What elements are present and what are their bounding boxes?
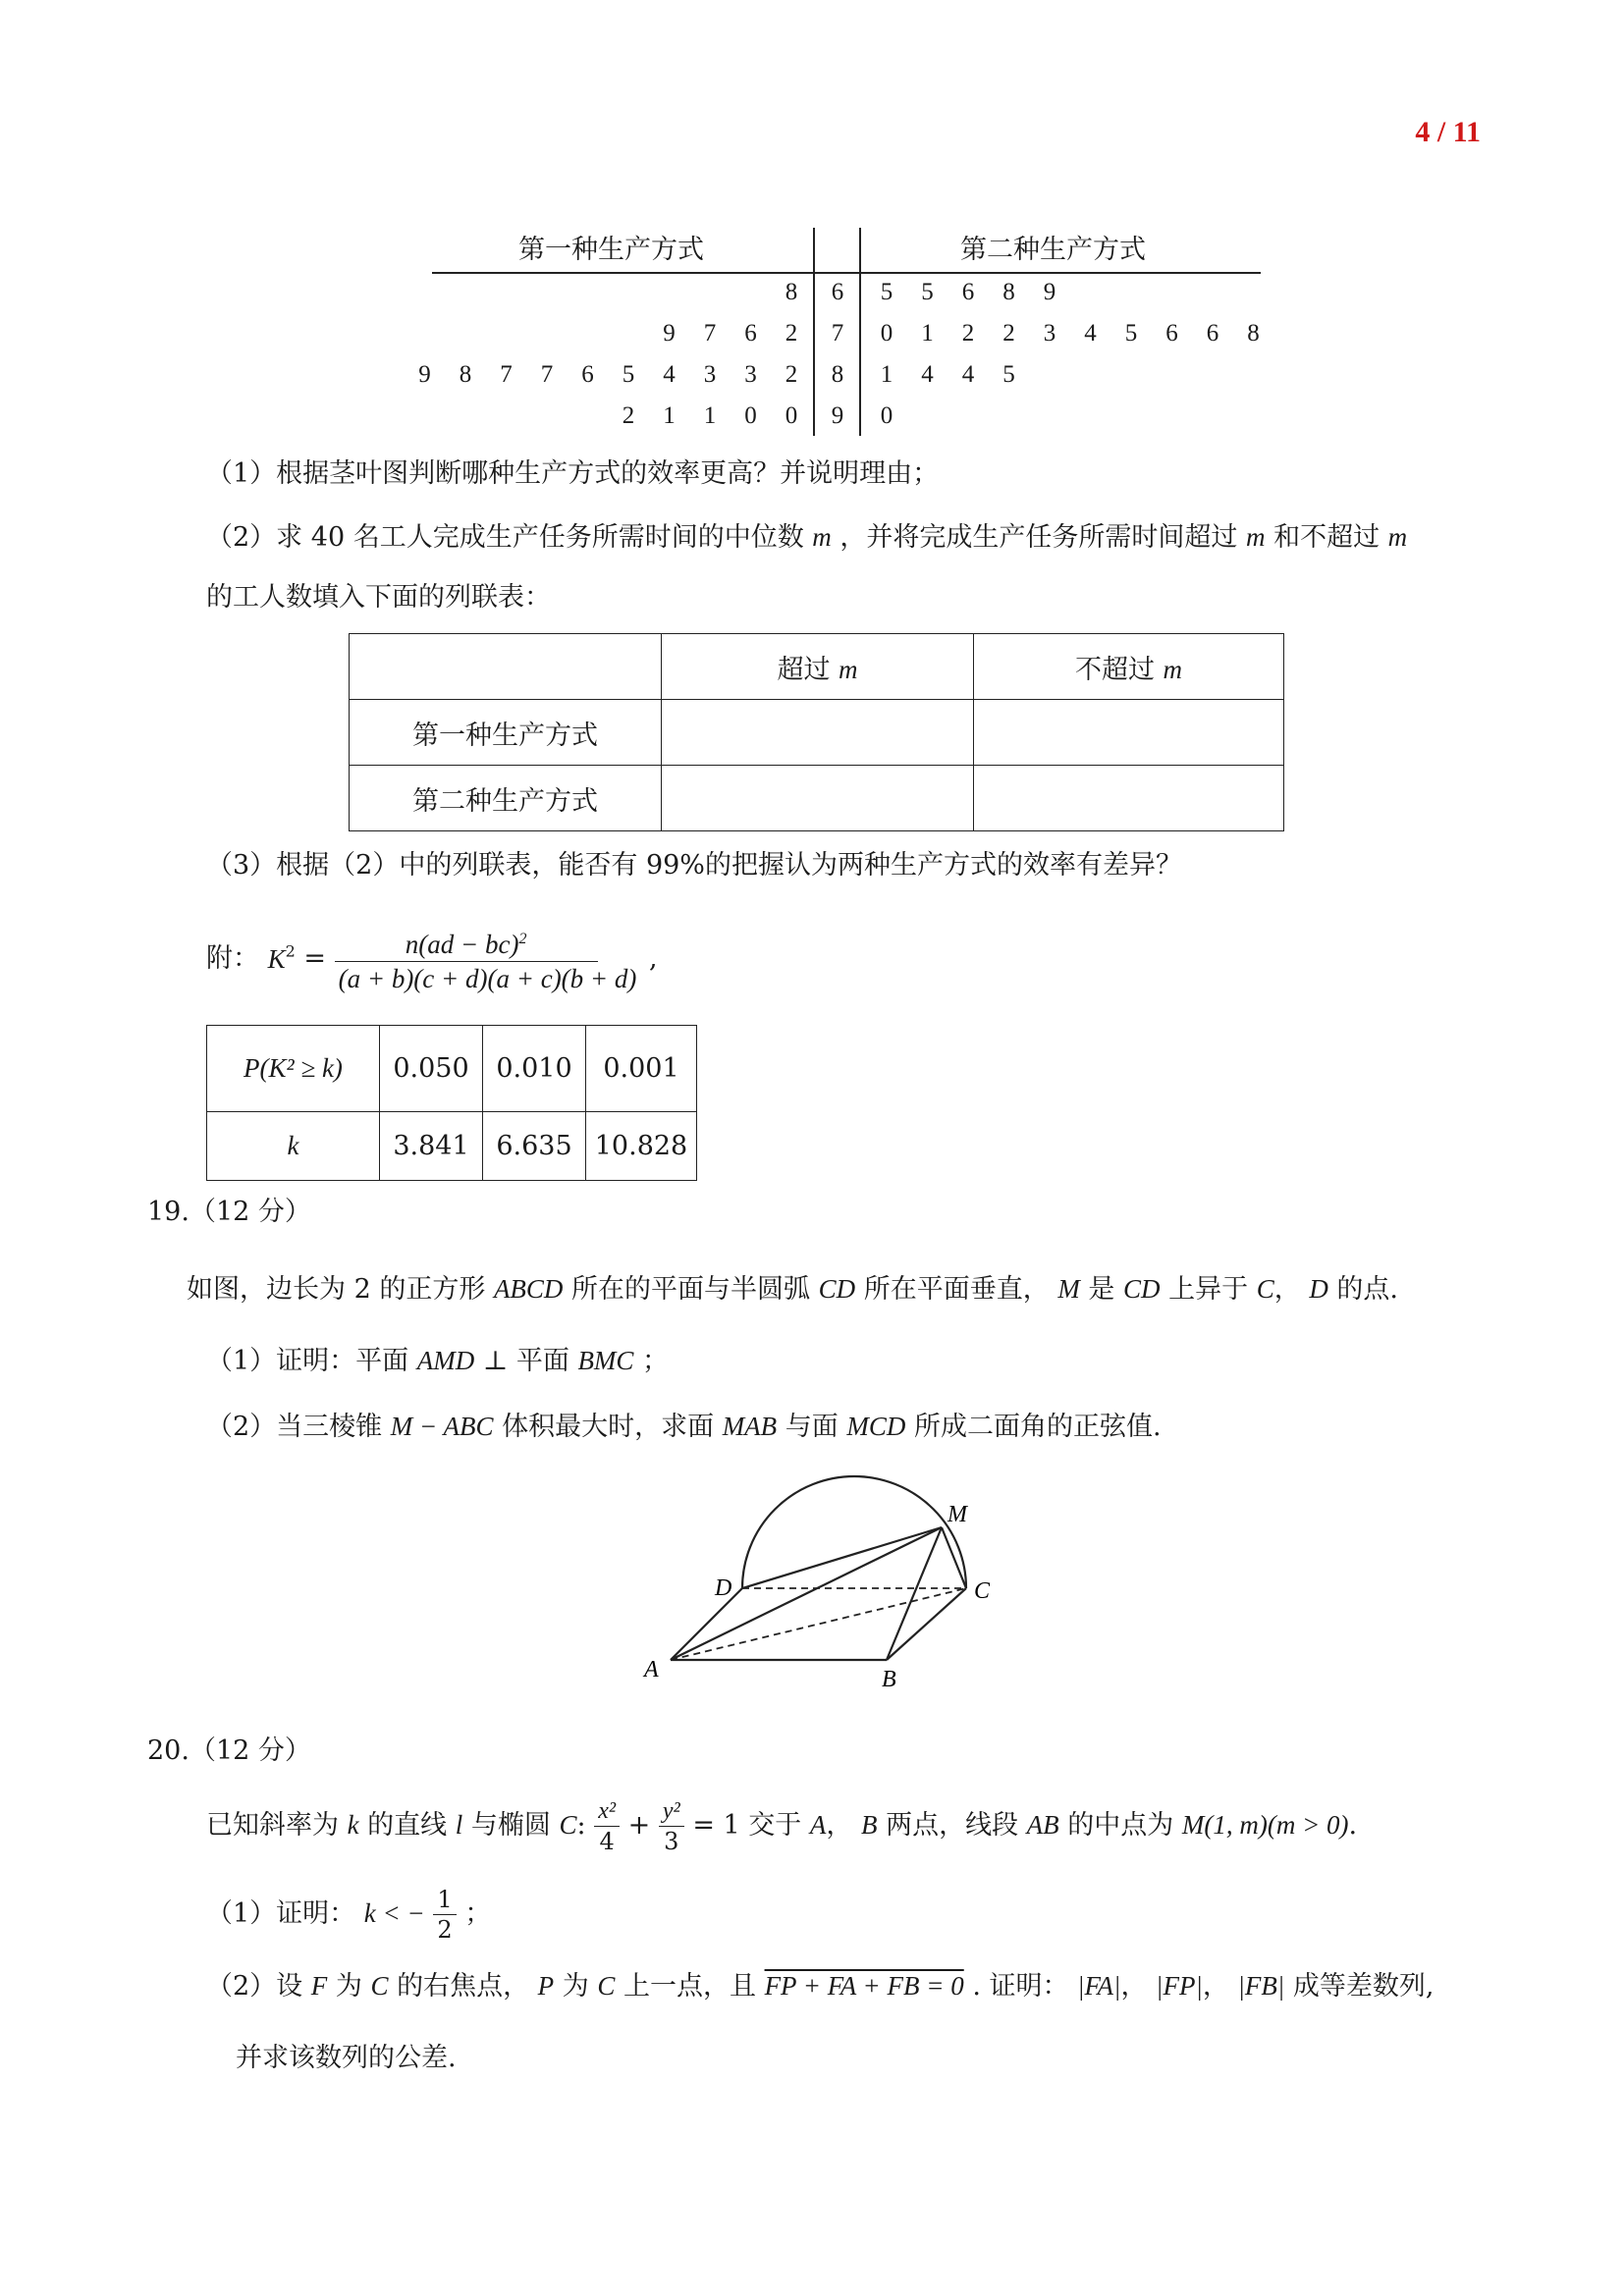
q20-heading: 20.（12 分） [147,1735,311,1766]
leaf-left: 8 [459,361,472,388]
header-over-m: 超过 m [662,634,974,700]
k-table: P(K² ≥ k) 0.050 0.010 0.001 k 3.841 6.635 10.828 [206,1025,697,1181]
label-M: M [947,1502,967,1527]
leaf-left: 3 [744,361,757,388]
q19-part1: （1）证明：平面 AMD ⊥ 平面 BMC ； [206,1346,670,1376]
stem: 7 [831,320,844,347]
leaf-right: 1 [880,361,893,388]
q19-part2: （2）当三棱锥 M − ABC 体积最大时，求面 MAB 与面 MCD 所成二面角的正弦值. [206,1412,1162,1442]
q20-part1: （1）证明： k < − $\frac{1}{2}$ ； [206,1886,492,1944]
leaf-right: 4 [1084,320,1097,347]
row-method1: 第一种生产方式 [350,700,662,766]
leaf-left: 0 [785,402,798,429]
stem-leaf-plot [0,0,1624,442]
leaf-right: 8 [1247,320,1260,347]
leaf-left: 8 [785,279,798,305]
row-method2: 第二种生产方式 [350,766,662,831]
right-header: 第二种生产方式 [960,235,1146,265]
formula-fraction: $\frac{n(ad - bc)^2}{(a + b)(c + d)(a + c)(b + d)}$ [335,923,641,995]
label-D: D [715,1575,732,1601]
leaf-left: 3 [703,361,717,388]
leaf-left: 9 [418,361,431,388]
q18-part2-line1: （2）求 40 名工人完成生产任务所需时间的中位数 m ，并将完成生产任务所需时间超过 m 和不超过 m [206,522,1408,553]
left-header: 第一种生产方式 [518,235,704,265]
leaf-right: 0 [880,320,893,347]
q19-heading: 19.（12 分） [147,1197,311,1227]
k-table-header: P(K² ≥ k) [207,1026,380,1112]
leaf-left: 2 [785,320,798,347]
leaf-left: 4 [663,361,676,388]
q18-part2-line2: 的工人数填入下面的列联表： [206,582,551,613]
q18-part3: （3）根据（2）中的列联表，能否有 99%的把握认为两种生产方式的效率有差异？ [206,850,1182,881]
leaf-right: 6 [1206,320,1219,347]
leaf-left: 7 [500,361,513,388]
leaf-left: 6 [581,361,594,388]
edge-AM [671,1527,942,1660]
q20-part2: （2）设 F 为 C 的右焦点， P 为 C 上一点，且 FP + FA + FB = 0 . 证明： |FA|， |FP|， |FB| 成等差数列, [206,1971,1435,2002]
leaf-right: 5 [880,279,893,305]
stem: 6 [831,279,844,305]
edge-DM [742,1527,942,1588]
q18-part1: （1）根据茎叶图判断哪种生产方式的效率更高？并说明理由； [206,458,940,489]
label-A: A [644,1657,659,1682]
leaf-left: 7 [703,320,717,347]
leaf-left: 2 [622,402,635,429]
stem: 9 [831,402,844,429]
edge-BM [887,1527,942,1660]
leaf-right: 2 [961,320,975,347]
contingency-table [349,633,1284,831]
leaf-left: 0 [744,402,757,429]
label-B: B [882,1667,896,1692]
q20-part2-line2: 并求该数列的公差. [236,2043,457,2073]
q19-stem: 如图，边长为 2 的正方形 ABCD 所在的平面与半圆弧 CD 所在平面垂直， M 是 CD 上异于 C， D 的点. [187,1274,1399,1305]
leaf-left: 9 [663,320,676,347]
leaf-left: 6 [744,320,757,347]
leaf-right: 5 [1124,320,1138,347]
leaf-left: 5 [622,361,635,388]
edge-BC [887,1588,966,1660]
leaf-right: 0 [880,402,893,429]
leaf-right: 1 [921,320,934,347]
leaf-right: 4 [961,361,975,388]
leaf-right: 3 [1043,320,1056,347]
label-C: C [974,1578,991,1604]
leaf-left: 2 [785,361,798,388]
leaf-right: 9 [1043,279,1056,305]
leaf-right: 8 [1002,279,1015,305]
stem-leaf-lines [0,0,1624,442]
header-not-over-m: 不超过 m [974,634,1284,700]
leaf-right: 2 [1002,320,1015,347]
leaf-right: 4 [921,361,934,388]
leaf-left: 1 [703,402,717,429]
leaf-right: 5 [921,279,934,305]
leaf-right: 6 [1165,320,1178,347]
page-number: 4 / 11 [1415,116,1481,148]
leaf-right: 5 [1002,361,1015,388]
q20-stem: 已知斜率为 k 的直线 l 与椭圆 C: $\frac{\text{x²}}{4}$ + $\frac{\text{y²}}{3}$ = 1 交于 A， B 两点，线段 AB 的中点为 M(1, m)(m > 0). [206,1798,1358,1855]
appendix-formula: 附： $K^2$ = $\frac{n(ad - bc)^2}{(a + b)(c + d)(a + c)(b + d)}$ , [206,923,658,995]
stem: 8 [831,361,844,388]
leaf-left: 7 [540,361,554,388]
geometry-figure [609,1453,1021,1708]
leaf-right: 6 [961,279,975,305]
leaf-left: 1 [663,402,676,429]
